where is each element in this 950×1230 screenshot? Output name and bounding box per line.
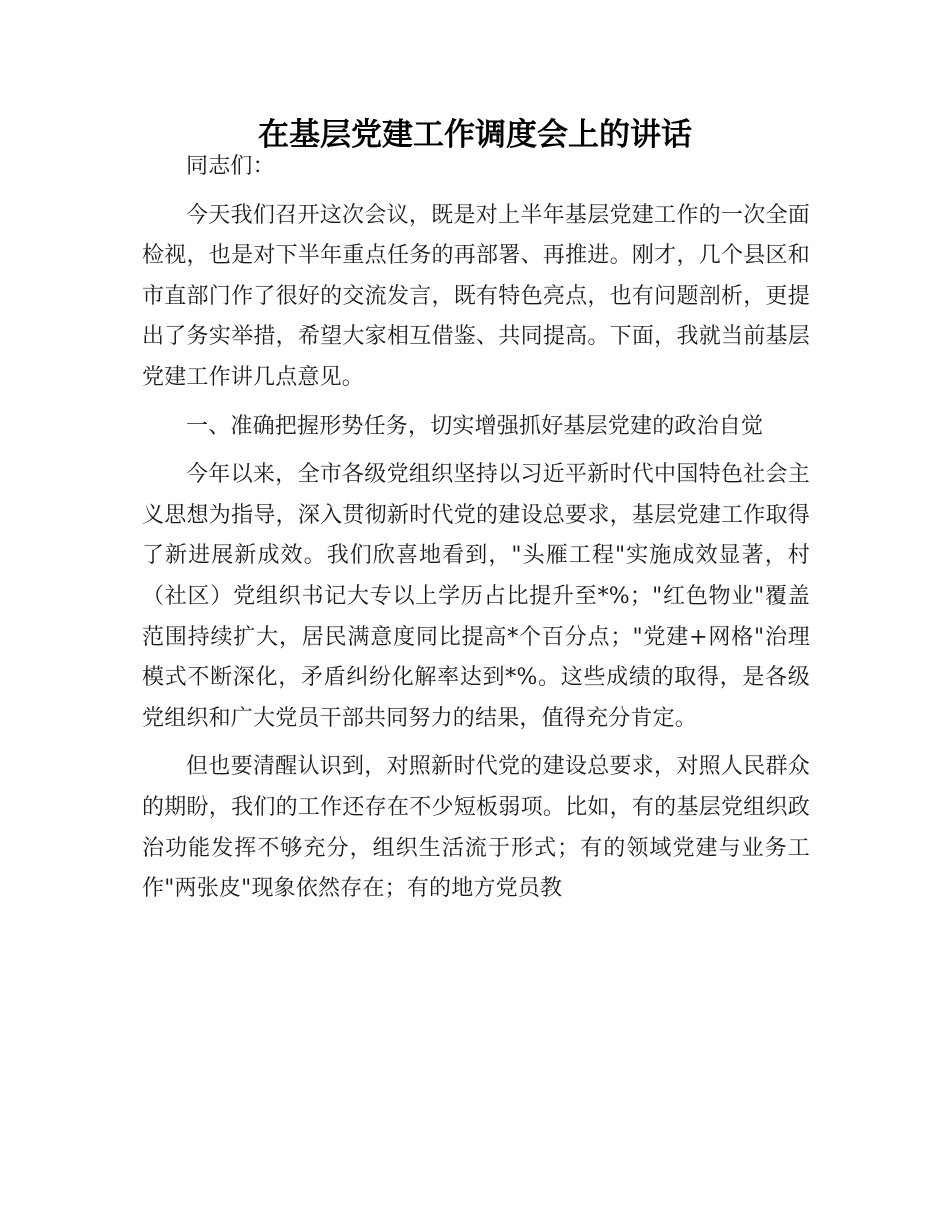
document-body — [142, 147, 810, 918]
section-heading-1: 一、准确把握形势任务，切实增强抓好基层党建的政治自觉 — [186, 413, 764, 439]
paragraph-achievements: 今年以来，全市各级党组织坚持以习近平新时代中国特色社会主义思想为指导，深入贯彻新时代党的建设总要求，基层党建工作取得了新进展新成效。我们欣喜地看到，"头雁工程"实施成效显著，村（社区）党组织书记大专以上学历占比提升至*%；"红色物业"覆盖范围持续扩大，居民满意度同比提高*个百分点；"党建+网格"治理模式不断深化，矛盾纠纷化解率达到*%。这些成绩的取得，是各级党组织和广大党员干部共同努力的结果，值得充分肯定。 — [142, 462, 810, 731]
paragraph-intro: 今天我们召开这次会议，既是对上半年基层党建工作的一次全面检视，也是对下半年重点任务的再部署、再推进。刚才，几个县区和市直部门作了很好的交流发言，既有特色亮点，也有问题剖析，更提出了务实举措，希望大家相互借鉴、共同提高。下面，我就当前基层党建工作讲几点意见。 — [142, 202, 810, 390]
salutation: 同志们： — [186, 154, 275, 179]
page-title: 在基层党建工作调度会上的讲话 — [258, 117, 692, 153]
paragraph-shortcomings: 但也要清醒认识到，对照新时代党的建设总要求，对照人民群众的期盼，我们的工作还存在不少短板弱项。比如，有的基层党组织政治功能发挥不够充分，组织生活流于形式；有的领域党建与业务工作"两张皮"现象依然存在；有的地方党员教 — [142, 754, 810, 902]
